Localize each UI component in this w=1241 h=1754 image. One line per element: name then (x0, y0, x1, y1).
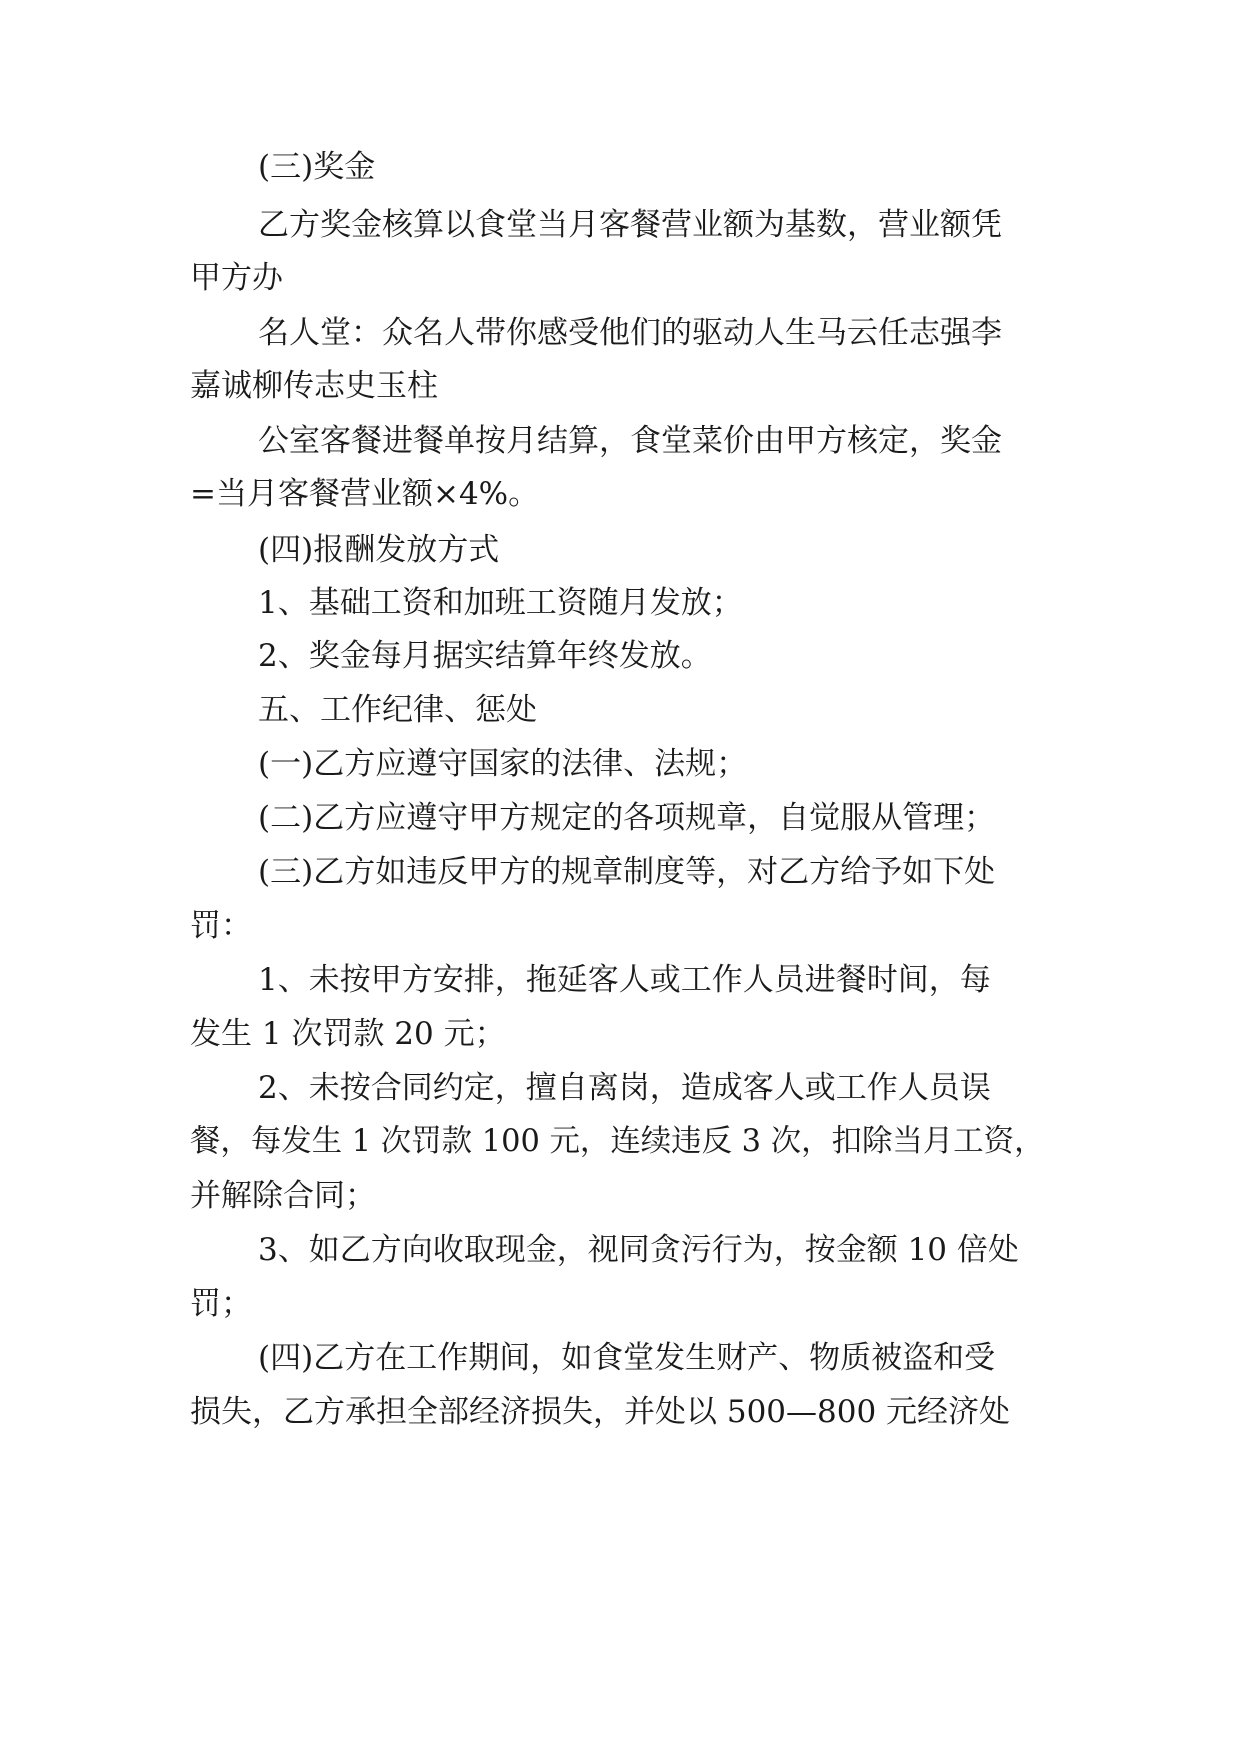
paragraph-line: 罚： (190, 908, 252, 944)
paragraph-line: 名人堂：众名人带你感受他们的驱动人生马云任志强李 (258, 315, 1002, 351)
list-item: (二)乙方应遵守甲方规定的各项规章，自觉服从管理； (258, 800, 996, 836)
paragraph-line: 餐，每发生 1 次罚款 100 元，连续违反 3 次，扣除当月工资， (190, 1124, 1045, 1159)
paragraph-line: 并解除合同； (190, 1178, 376, 1214)
subsection-heading-bonus: (三)奖金 (258, 149, 376, 185)
paragraph-line: 罚； (190, 1286, 252, 1322)
paragraph-line: 损失，乙方承担全部经济损失，并处以 500—800 元经济处 (190, 1394, 1011, 1430)
list-item: 2、奖金每月据实结算年终发放。 (258, 638, 712, 674)
paragraph-line: 乙方奖金核算以食堂当月客餐营业额为基数，营业额凭 (258, 207, 1002, 243)
paragraph-line: 嘉诚柳传志史玉柱 (190, 368, 438, 404)
subsection-heading-payment: (四)报酬发放方式 (258, 532, 500, 568)
list-item: (四)乙方在工作期间，如食堂发生财产、物质被盗和受 (258, 1340, 996, 1376)
list-item: 2、未按合同约定，擅自离岗，造成客人或工作人员误 (258, 1070, 991, 1106)
list-item: (三)乙方如违反甲方的规章制度等，对乙方给予如下处 (258, 854, 996, 890)
list-item: 1、未按甲方安排，拖延客人或工作人员进餐时间，每 (258, 962, 991, 998)
paragraph-line: 公室客餐进餐单按月结算，食堂菜价由甲方核定，奖金 (258, 423, 1002, 459)
paragraph-line: 发生 1 次罚款 20 元； (190, 1016, 506, 1052)
list-item: 1、基础工资和加班工资随月发放； (258, 585, 743, 621)
list-item: (一)乙方应遵守国家的法律、法规； (258, 746, 748, 782)
section-heading-discipline: 五、工作纪律、惩处 (258, 692, 537, 728)
paragraph-line: =当月客餐营业额×4%。 (190, 476, 540, 512)
paragraph-line: 甲方办 (190, 260, 283, 296)
list-item: 3、如乙方向收取现金，视同贪污行为，按金额 10 倍处 (258, 1232, 1019, 1268)
